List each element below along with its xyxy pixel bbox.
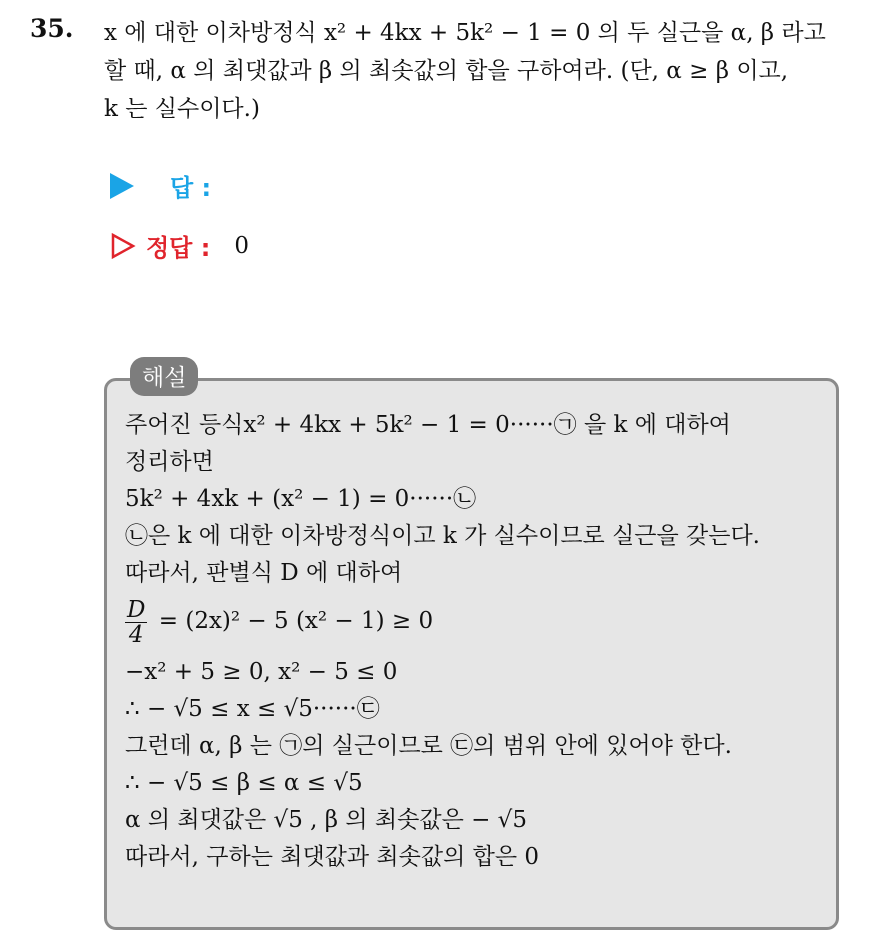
play-triangle-icon [110, 173, 134, 199]
explanation-line: ∴ − √5 ≤ β ≤ α ≤ √5 [125, 770, 363, 796]
correct-answer-value: 0 [234, 232, 249, 259]
explanation-line: 정리하면 [125, 449, 214, 475]
explanation-line: ㉡은 k 에 대한 이차방정식이고 k 가 실수이므로 실근을 갖는다. [125, 523, 760, 549]
correct-answer-row [110, 228, 249, 263]
fraction-denominator: 4 [128, 621, 144, 648]
explanation-line: α 의 최댓값은 √5 , β 의 최솟값은 − √5 [125, 807, 527, 833]
explanation-line: 따라서, 구하는 최댓값과 최솟값의 합은 0 [125, 844, 539, 870]
fraction-line [125, 592, 820, 650]
explanation-line: ∴ − √5 ≤ x ≤ √5······㉢ [125, 696, 380, 722]
explanation-box [104, 378, 839, 930]
correct-answer-label: 정답 : [146, 234, 211, 262]
fraction [125, 598, 147, 647]
question-line: 할 때, α 의 최댓값과 β 의 최솟값의 합을 구하여라. (단, α ≥ β 이고, [104, 58, 789, 84]
question-line: k 는 실수이다.) [104, 96, 260, 122]
explanation-line: −x² + 5 ≥ 0, x² − 5 ≤ 0 [125, 659, 398, 685]
question-number: 35. [30, 14, 74, 43]
outline-triangle-icon [110, 233, 136, 259]
explanation-line: 따라서, 판별식 D 에 대하여 [125, 560, 403, 586]
explanation-line: 5k² + 4xk + (x² − 1) = 0······㉡ [125, 486, 477, 512]
fraction-numerator: D [127, 596, 146, 623]
fraction-rest: = (2x)² − 5 (x² − 1) ≥ 0 [158, 608, 434, 634]
question-line: x 에 대한 이차방정식 x² + 4kx + 5k² − 1 = 0 의 두 실근을 α, β 라고 [104, 20, 826, 46]
answer-row [110, 168, 211, 203]
answer-label: 답 : [170, 174, 212, 202]
explanation-line: 주어진 등식x² + 4kx + 5k² − 1 = 0······㉠ 을 k 에 대하여 [125, 412, 731, 438]
question-text [104, 14, 874, 128]
explanation-line: 그런데 α, β 는 ㉠의 실근이므로 ㉢의 범위 안에 있어야 한다. [125, 733, 732, 759]
explanation-tag: 해설 [130, 357, 198, 396]
